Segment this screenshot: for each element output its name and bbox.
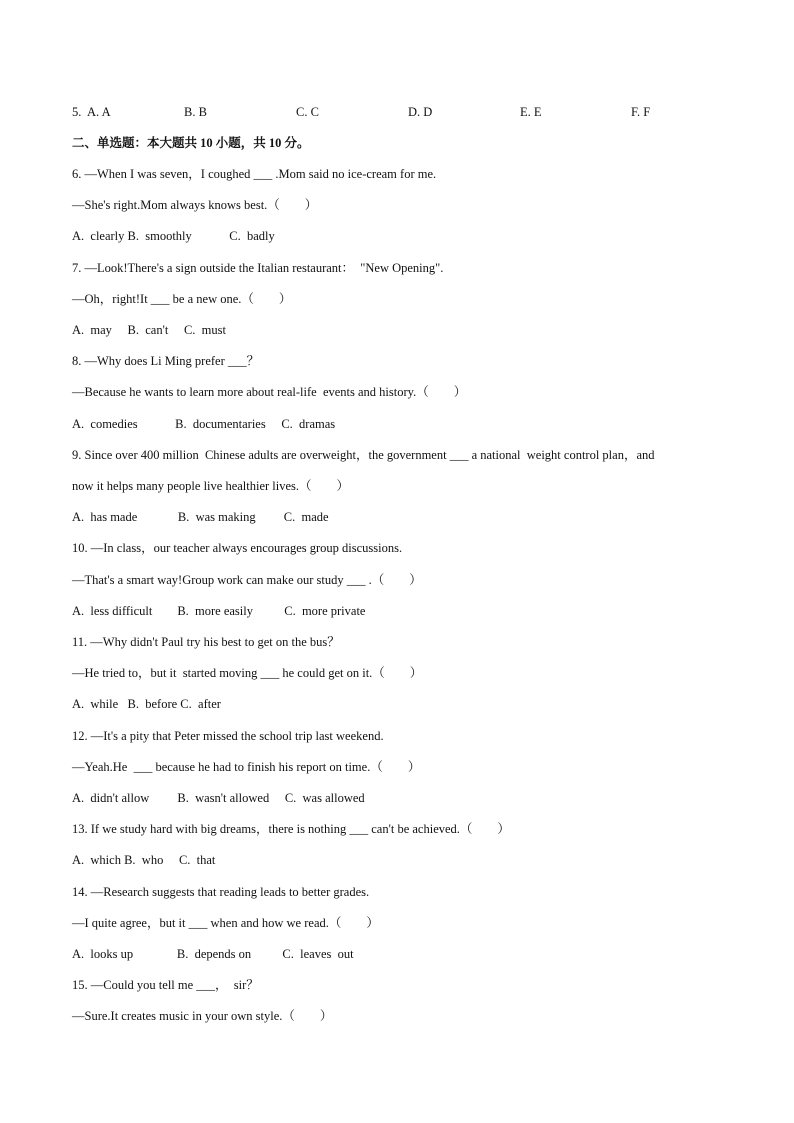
question-13-line-1: 13. If we study hard with big dreams，there is nothing ___ can't be achieved.（ ） bbox=[72, 822, 510, 836]
question-9-line-2: now it helps many people live healthier lives.（ ） bbox=[72, 479, 350, 493]
question-9-line-1: 9. Since over 400 million Chinese adults are overweight，the government ___ a national weight control plan，and bbox=[72, 448, 655, 462]
question-10-options: A. less difficult B. more easily C. more private bbox=[72, 604, 366, 618]
question-9-options: A. has made B. was making C. made bbox=[72, 510, 329, 524]
question-13-options: A. which B. who C. that bbox=[72, 853, 216, 867]
question-10-line-1: 10. —In class，our teacher always encourages group discussions. bbox=[72, 541, 403, 555]
question-10-line-2: —That's a smart way!Group work can make our study ___ .（ ） bbox=[72, 573, 422, 587]
question-15-line-2: —Sure.It creates music in your own style.（ ） bbox=[72, 1009, 333, 1023]
question-14-line-1: 14. —Research suggests that reading leads to better grades. bbox=[72, 885, 370, 899]
question-7-options: A. may B. can't C. must bbox=[72, 323, 226, 337]
section-heading: 二、单选题：本大题共 10 小题，共 10 分。 bbox=[72, 136, 310, 150]
q5-option-e: E. E bbox=[520, 105, 542, 119]
question-14-options: A. looks up B. depends on C. leaves out bbox=[72, 947, 354, 961]
q5-number: 5. bbox=[72, 105, 82, 119]
question-11-options: A. while B. before C. after bbox=[72, 697, 221, 711]
question-11-line-1: 11. —Why didn't Paul try his best to get on the bus？ bbox=[72, 635, 340, 649]
q5-option-d: D. D bbox=[408, 105, 433, 119]
question-8-line-2: —Because he wants to learn more about real-life events and history.（ ） bbox=[72, 385, 467, 399]
question-7-line-2: —Oh，right!It ___ be a new one.（ ） bbox=[72, 292, 292, 306]
q5-option-a: A. A bbox=[87, 105, 111, 119]
question-7-line-1: 7. —Look!There's a sign outside the Italian restaurant： "New Opening". bbox=[72, 261, 444, 275]
question-6-line-2: —She's right.Mom always knows best.（ ） bbox=[72, 198, 318, 212]
question-8-line-1: 8. —Why does Li Ming prefer ___？ bbox=[72, 354, 260, 368]
question-8-options: A. comedies B. documentaries C. dramas bbox=[72, 417, 336, 431]
question-6-options: A. clearly B. smoothly C. badly bbox=[72, 229, 275, 243]
question-12-line-2: —Yeah.He ___ because he had to finish his report on time.（ ） bbox=[72, 760, 421, 774]
q5-option-f: F. F bbox=[631, 105, 651, 119]
q5-option-c: C. C bbox=[296, 105, 319, 119]
question-15-line-1: 15. —Could you tell me ___， sir？ bbox=[72, 978, 259, 992]
question-14-line-2: —I quite agree，but it ___ when and how we read.（ ） bbox=[72, 916, 379, 930]
question-11-line-2: —He tried to，but it started moving ___ he could get on it.（ ） bbox=[72, 666, 423, 680]
question-12-options: A. didn't allow B. wasn't allowed C. was allowed bbox=[72, 791, 365, 805]
q5-option-b: B. B bbox=[184, 105, 207, 119]
question-12-line-1: 12. —It's a pity that Peter missed the school trip last weekend. bbox=[72, 729, 384, 743]
question-6-line-1: 6. —When I was seven，I coughed ___ .Mom said no ice-cream for me. bbox=[72, 167, 437, 181]
